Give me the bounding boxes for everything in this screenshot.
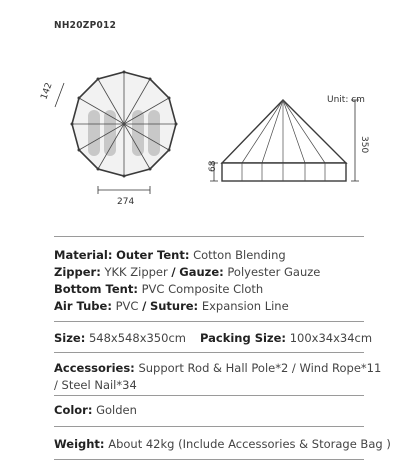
side-view: [208, 95, 369, 181]
material-section: [54, 247, 320, 315]
accessories-label: Accessories:: [54, 361, 135, 375]
side-view-roof: [222, 100, 346, 163]
slash-separator: /: [142, 299, 147, 313]
bottom-tent-row: [54, 281, 320, 298]
bed-2: [104, 110, 116, 156]
suture-value: Expansion Line: [201, 299, 289, 313]
color-section: [54, 402, 137, 419]
model-code: NH20ZP012: [54, 20, 117, 31]
divider-3: [54, 352, 364, 353]
gauze-label: Gauze:: [179, 265, 224, 279]
suture-label: Suture:: [149, 299, 199, 313]
side-view-wall: [222, 163, 346, 181]
bottom-tent-label: Bottom Tent:: [54, 282, 138, 296]
material-row: [54, 247, 320, 264]
bed-3: [132, 110, 144, 156]
zipper-label: Zipper:: [54, 265, 101, 279]
air-tube-value: PVC: [115, 299, 139, 313]
divider-bottom: [54, 459, 364, 460]
width-dim-label: 274: [117, 197, 135, 207]
accessories-value-2: / Steel Nail*34: [54, 378, 137, 392]
weight-row: [54, 436, 391, 453]
size-label: Size:: [54, 331, 86, 345]
side-dim-line: [55, 83, 64, 107]
gauze-value: Polyester Gauze: [227, 265, 321, 279]
size-section: [54, 330, 373, 347]
bottom-tent-value: PVC Composite Cloth: [141, 282, 264, 296]
unit-label: Unit: cm: [327, 95, 365, 105]
divider-2: [54, 321, 364, 322]
divider-4: [54, 395, 364, 396]
accessories-row-2: [54, 377, 381, 394]
top-view: [39, 71, 177, 208]
side-dim-label: 142: [39, 81, 55, 102]
accessories-row: [54, 360, 381, 377]
color-label: Color:: [54, 403, 93, 417]
air-tube-row: [54, 298, 320, 315]
weight-label: Weight:: [54, 437, 105, 451]
height-dim-label: 350: [359, 136, 369, 154]
zipper-row: [54, 264, 320, 281]
bed-1: [88, 110, 100, 156]
packing-size-value: 100x34x34cm: [289, 331, 373, 345]
accessories-value-1: Support Rod & Hall Pole*2 / Wind Rope*11: [138, 361, 382, 375]
color-row: [54, 402, 137, 419]
slash-separator: /: [171, 265, 176, 279]
zipper-value: YKK Zipper: [104, 265, 168, 279]
outer-tent-label: Outer Tent:: [116, 248, 190, 262]
spokes: [72, 72, 176, 176]
divider-top: [54, 236, 364, 237]
bed-4: [148, 110, 160, 156]
material-label: Material:: [54, 248, 113, 262]
divider-5: [54, 426, 364, 427]
size-value: 548x548x350cm: [88, 331, 186, 345]
outer-tent-value: Cotton Blending: [193, 248, 286, 262]
color-value: Golden: [96, 403, 137, 417]
packing-group: [200, 330, 372, 347]
wall-dim-label: 68: [208, 160, 218, 172]
weight-value: About 42kg (Include Accessories & Storage Bag ): [108, 437, 391, 451]
air-tube-label: Air Tube:: [54, 299, 112, 313]
packing-size-label: Packing Size:: [200, 331, 287, 345]
size-row: [54, 330, 373, 347]
accessories-section: [54, 360, 381, 394]
weight-section: [54, 436, 391, 453]
